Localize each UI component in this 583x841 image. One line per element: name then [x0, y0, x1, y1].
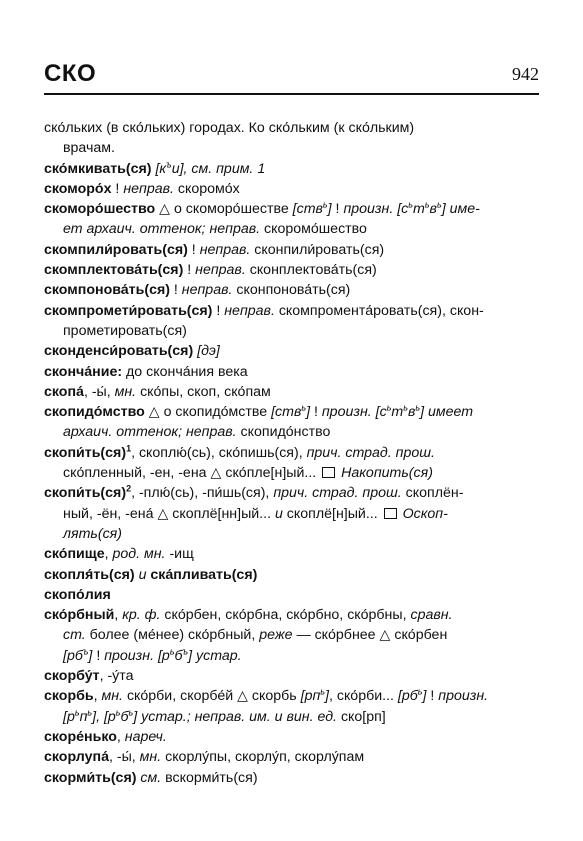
entry-line — [44, 341, 539, 361]
entry-text: , — [114, 607, 123, 624]
headword: ска́пливать(ся) — [150, 566, 258, 583]
entry-line — [44, 585, 539, 605]
italic-label: Оскоп- — [398, 505, 448, 522]
page-header — [44, 58, 539, 92]
headword: скопо́лия — [44, 586, 111, 603]
italic-label: произн. [с — [321, 404, 387, 421]
entry-text: , -у́та — [99, 668, 134, 685]
italic-label: [р — [63, 708, 75, 725]
entry-text: скопидо́нство — [236, 424, 331, 441]
headword: скоморо́шество — [44, 201, 156, 218]
entry-text: более (ме́нее) ско́рбный, — [85, 627, 260, 644]
reference-box-icon — [322, 467, 335, 478]
superscript: 1 — [126, 443, 132, 454]
entry-text: сконпонова́ть(ся) — [232, 282, 351, 299]
italic-label: [дэ] — [197, 343, 220, 360]
superscript: ь — [87, 706, 93, 717]
headword: ско́пище — [44, 546, 105, 563]
entry-line — [44, 747, 539, 767]
entry-line — [44, 179, 539, 199]
italic-label: нареч. — [124, 728, 167, 745]
entry-line — [44, 402, 539, 422]
superscript: ь — [169, 645, 175, 656]
italic-label: неправ. — [199, 241, 251, 258]
italic-label: и — [138, 566, 147, 583]
superscript: ь — [403, 402, 408, 413]
entry-text: -ищ — [165, 546, 194, 563]
headword: скоморо́х — [44, 180, 112, 197]
italic-label: [ств — [292, 201, 323, 218]
italic-label: род. мн. — [112, 546, 166, 563]
italic-label: ] устар.; неправ. им. и вин. ед. — [133, 708, 337, 725]
italic-label: ет архаич. оттенок; неправ. — [63, 221, 261, 238]
italic-label: неправ. — [224, 302, 275, 319]
superscript: ь — [115, 706, 121, 717]
entry-line — [44, 138, 539, 158]
headword: скорми́ть(ся) — [44, 769, 137, 786]
italic-label: п — [79, 708, 88, 725]
entry-text: ско́пленный, -ен, -ена △ ско́пле[н]ый... — [63, 465, 321, 482]
entry-line — [44, 625, 539, 645]
italic-label: см. — [140, 769, 162, 786]
entry-text: △ о скоморо́шестве — [155, 201, 293, 218]
italic-label: [ств — [271, 404, 302, 421]
superscript: ь — [301, 402, 307, 413]
headword: сконденси́ровать(ся) — [44, 343, 194, 360]
superscript: ь — [322, 199, 328, 210]
italic-label: мн. — [101, 688, 123, 705]
italic-label: сравн. — [410, 607, 453, 624]
entry-line — [44, 666, 539, 686]
header-rule — [44, 93, 539, 95]
italic-label: кр. ф. — [122, 607, 161, 624]
superscript: ь — [436, 199, 442, 210]
italic-label: прич. страд. прош. — [306, 444, 435, 461]
entry-line — [44, 768, 539, 788]
superscript: ь — [415, 402, 421, 413]
entry-text: скоромо́шество — [260, 221, 367, 238]
superscript: ъ — [182, 645, 189, 656]
italic-label: ], [р — [92, 708, 116, 725]
entry-line — [44, 118, 539, 138]
italic-label: неправ. — [195, 262, 246, 279]
headword: скомпонова́ть(ся) — [44, 282, 170, 299]
superscript: ь — [408, 199, 413, 210]
entry-text: ! — [92, 647, 105, 664]
entry-text: скорлу́пы, скорлу́п, скорлу́пам — [161, 749, 365, 766]
headword: сконча́ние: — [44, 363, 123, 380]
reference-box-icon — [384, 508, 397, 519]
italic-label: произн. [р — [104, 647, 170, 664]
entry-line — [44, 301, 539, 321]
entry-line — [44, 646, 539, 666]
italic-label: [к — [155, 160, 167, 177]
entry-line — [44, 707, 539, 727]
entry-line — [44, 544, 539, 564]
italic-label: лять(ся) — [63, 525, 122, 542]
italic-label: архаич. оттенок; неправ. — [63, 424, 237, 441]
entry-line — [44, 686, 539, 706]
headword: скопи́ть(ся) — [44, 444, 127, 461]
italic-label: и], см. прим. 1 — [171, 160, 266, 177]
entry-text: прометировать(ся) — [63, 322, 187, 339]
italic-label: б — [174, 647, 183, 664]
superscript: ь — [417, 686, 423, 697]
entry-text: сконплектова́ть(ся) — [245, 262, 377, 279]
headword: скомпромети́ровать(ся) — [44, 302, 213, 319]
italic-label: [рб — [63, 647, 83, 664]
entry-text: ный, -ён, -ена́ △ скоплё[нн]ый... — [63, 505, 275, 522]
italic-label: б — [120, 708, 129, 725]
entry-text: ! — [331, 201, 344, 218]
entry-text: , — [104, 546, 113, 563]
entry-text: ! — [111, 180, 124, 197]
entry-text: ! — [212, 302, 225, 319]
entry-text: , -ы́, — [83, 383, 115, 400]
entry-line — [44, 565, 539, 585]
entry-line — [44, 443, 539, 463]
superscript: ь — [386, 402, 392, 413]
entry-text: вскорми́ть(ся) — [161, 769, 258, 786]
italic-label: ] имеет — [420, 404, 474, 421]
entry-line — [44, 159, 539, 179]
italic-label: мн. — [114, 383, 137, 400]
italic-label: ст. — [63, 627, 86, 644]
entry-text: ! — [426, 688, 439, 705]
entry-line — [44, 727, 539, 747]
headword: ско́мкивать(ся) — [44, 160, 152, 177]
entry-text: скомпромента́ровать(ся), скон- — [274, 302, 484, 319]
entry-text: , — [93, 688, 102, 705]
entry-text: ско[рп] — [337, 708, 386, 725]
italic-label: Накопить(ся) — [337, 465, 433, 482]
italic-label: ] — [327, 201, 332, 218]
superscript: ь — [74, 706, 80, 717]
italic-label: ] устар. — [188, 647, 242, 664]
entry-line — [44, 362, 539, 382]
entry-line — [44, 260, 539, 280]
entry-text: , скоплю́(сь), ско́пишь(ся), — [131, 444, 307, 461]
entry-text: ско́рбен, ско́рбна, ско́рбно, ско́рбны, — [160, 607, 411, 624]
entry-text: , — [116, 728, 125, 745]
entry-text: скоплё[н]ый... — [282, 505, 382, 522]
italic-label: ] — [88, 647, 93, 664]
superscript: ь — [424, 199, 430, 210]
entry-line — [44, 463, 539, 483]
entry-text: до сконча́ния века — [122, 363, 248, 380]
entry-text: скоплён- — [401, 485, 464, 502]
headword: скорбу́т — [44, 668, 100, 685]
entry-line — [44, 219, 539, 239]
headword: скопи́ть(ся) — [44, 485, 127, 502]
italic-label: [рп — [300, 688, 321, 705]
italic-label: ] — [325, 688, 329, 705]
italic-label: т — [391, 404, 404, 421]
entry-text: сконпили́ровать(ся) — [250, 241, 385, 258]
italic-label: произн. [с — [343, 201, 409, 218]
headword: скопидо́мство — [44, 404, 145, 421]
superscript: ъ — [166, 158, 172, 169]
entry-text: , -ы́, — [108, 749, 140, 766]
headword: скорлупа́ — [44, 749, 109, 766]
superscript: ь — [320, 686, 326, 697]
italic-label: неправ. — [181, 282, 233, 299]
italic-label: в — [407, 404, 416, 421]
headword: скоре́нько — [44, 728, 117, 745]
entry-line — [44, 240, 539, 260]
entry-text: ! — [169, 282, 182, 299]
entry-text: ! — [310, 404, 322, 421]
superscript: 2 — [126, 483, 132, 494]
headword: скорбь — [44, 688, 94, 705]
headword: скомпили́ровать(ся) — [44, 241, 188, 258]
superscript: ъ — [82, 645, 89, 656]
italic-label: прич. страд. прош. — [273, 485, 402, 502]
entry-text: врачам. — [63, 140, 115, 157]
italic-label: [рб — [397, 688, 418, 705]
entry-text: скоромо́х — [173, 180, 240, 197]
entry-line — [44, 504, 539, 524]
headword: скомплектова́ть(ся) — [44, 262, 184, 279]
entry-text: ско́льких (в ско́льких) городах. Ко ско́льким (к ско́льким) — [44, 120, 415, 136]
dictionary-entries — [44, 118, 539, 788]
italic-label: ] — [422, 688, 427, 705]
italic-label: ] — [306, 404, 311, 421]
italic-label: ] име- — [441, 201, 480, 218]
entry-line — [44, 280, 539, 300]
running-headword: СКО — [44, 60, 97, 87]
superscript: ь — [128, 706, 134, 717]
entry-line — [44, 483, 539, 503]
entry-text: , -плю́(сь), -пи́шь(ся), — [131, 485, 274, 502]
italic-label: и — [274, 505, 283, 522]
italic-label: неправ. — [123, 180, 174, 197]
entry-line — [44, 321, 539, 341]
italic-label: произн. — [438, 688, 489, 705]
entry-text: ! — [183, 262, 196, 279]
page-number: 942 — [512, 64, 539, 84]
entry-line — [44, 382, 539, 402]
italic-label: реже — [259, 627, 293, 644]
entry-text: ско́рби, скорбе́й △ скорбь — [123, 688, 301, 705]
headword: ско́рбный — [44, 607, 115, 624]
italic-label: в — [429, 201, 437, 218]
entry-line — [44, 524, 539, 544]
entry-text: , ско́рби... — [328, 688, 398, 705]
headword: скопа́ — [44, 383, 84, 400]
entry-text: — ско́рбнее △ ско́рбен — [292, 627, 448, 644]
headword: скопля́ть(ся) — [44, 566, 135, 583]
entry-line — [44, 422, 539, 442]
entry-line — [44, 605, 539, 625]
italic-label: мн. — [139, 749, 162, 766]
entry-text: ско́пы, скоп, ско́пам — [136, 383, 271, 400]
italic-label: т — [412, 201, 425, 218]
entry-line — [44, 199, 539, 219]
entry-text: △ о скопидо́мстве — [144, 404, 272, 421]
entry-text: ! — [187, 241, 200, 258]
